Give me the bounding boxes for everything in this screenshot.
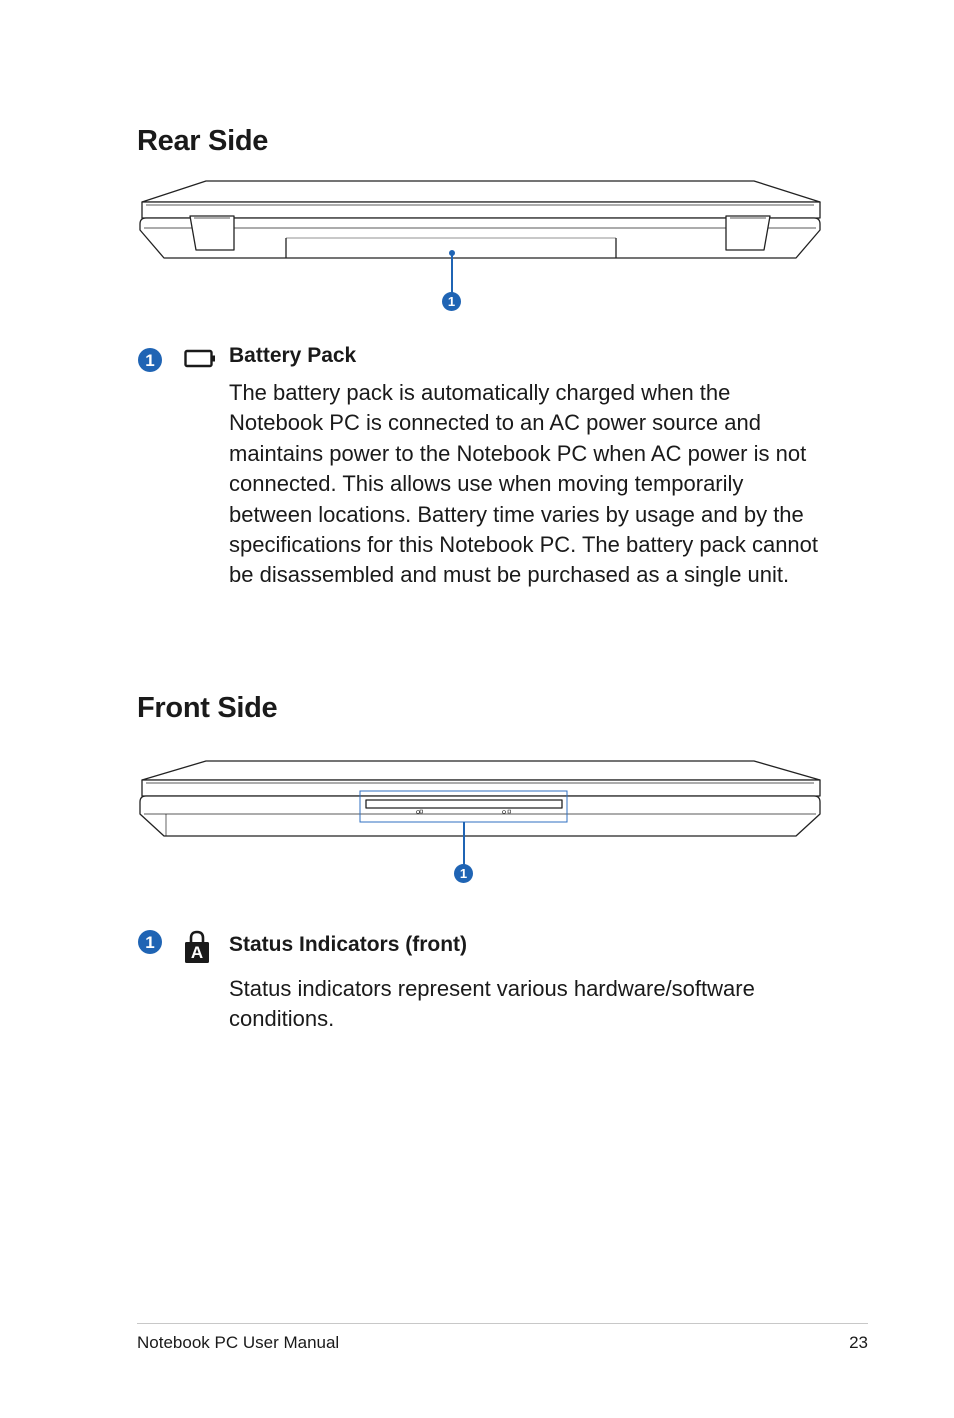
front-side-laptop-diagram [138,758,822,838]
rear-callout-badge: 1 [442,292,461,311]
footer-page-number: 23 [849,1333,868,1352]
status-indicator-lock-icon [183,928,211,964]
rear-side-heading: Rear Side [137,125,269,157]
front-callout-badge: 1 [454,864,473,883]
footer-rule [137,1323,868,1324]
footer-manual-title: Notebook PC User Manual [137,1333,340,1352]
status-indicator-lock-letter: A [190,943,204,962]
status-indicators-title: Status Indicators (front) [229,933,468,956]
front-callout-line [463,822,465,866]
front-side-heading: Front Side [137,692,278,724]
battery-item-number-badge: 1 [138,348,162,372]
battery-icon [184,349,216,369]
status-indicators-description: Status indicators represent various hardware/software conditions. [229,976,755,1032]
battery-pack-description: The battery pack is automatically charged when the Notebook PC is connected to an AC power source and maintains power to the Notebook PC when AC power is not connected. This allows use when moving temporarily between locations. Battery time varies by usage and by the specifications for this Notebook PC. The battery pack cannot be disassembled and must be purchased as a single unit. [229,380,819,588]
rear-callout-line [451,253,453,293]
rear-side-laptop-diagram [138,178,822,260]
status-indicators-item-number-badge: 1 [138,930,162,954]
battery-pack-title: Battery Pack [229,344,357,367]
